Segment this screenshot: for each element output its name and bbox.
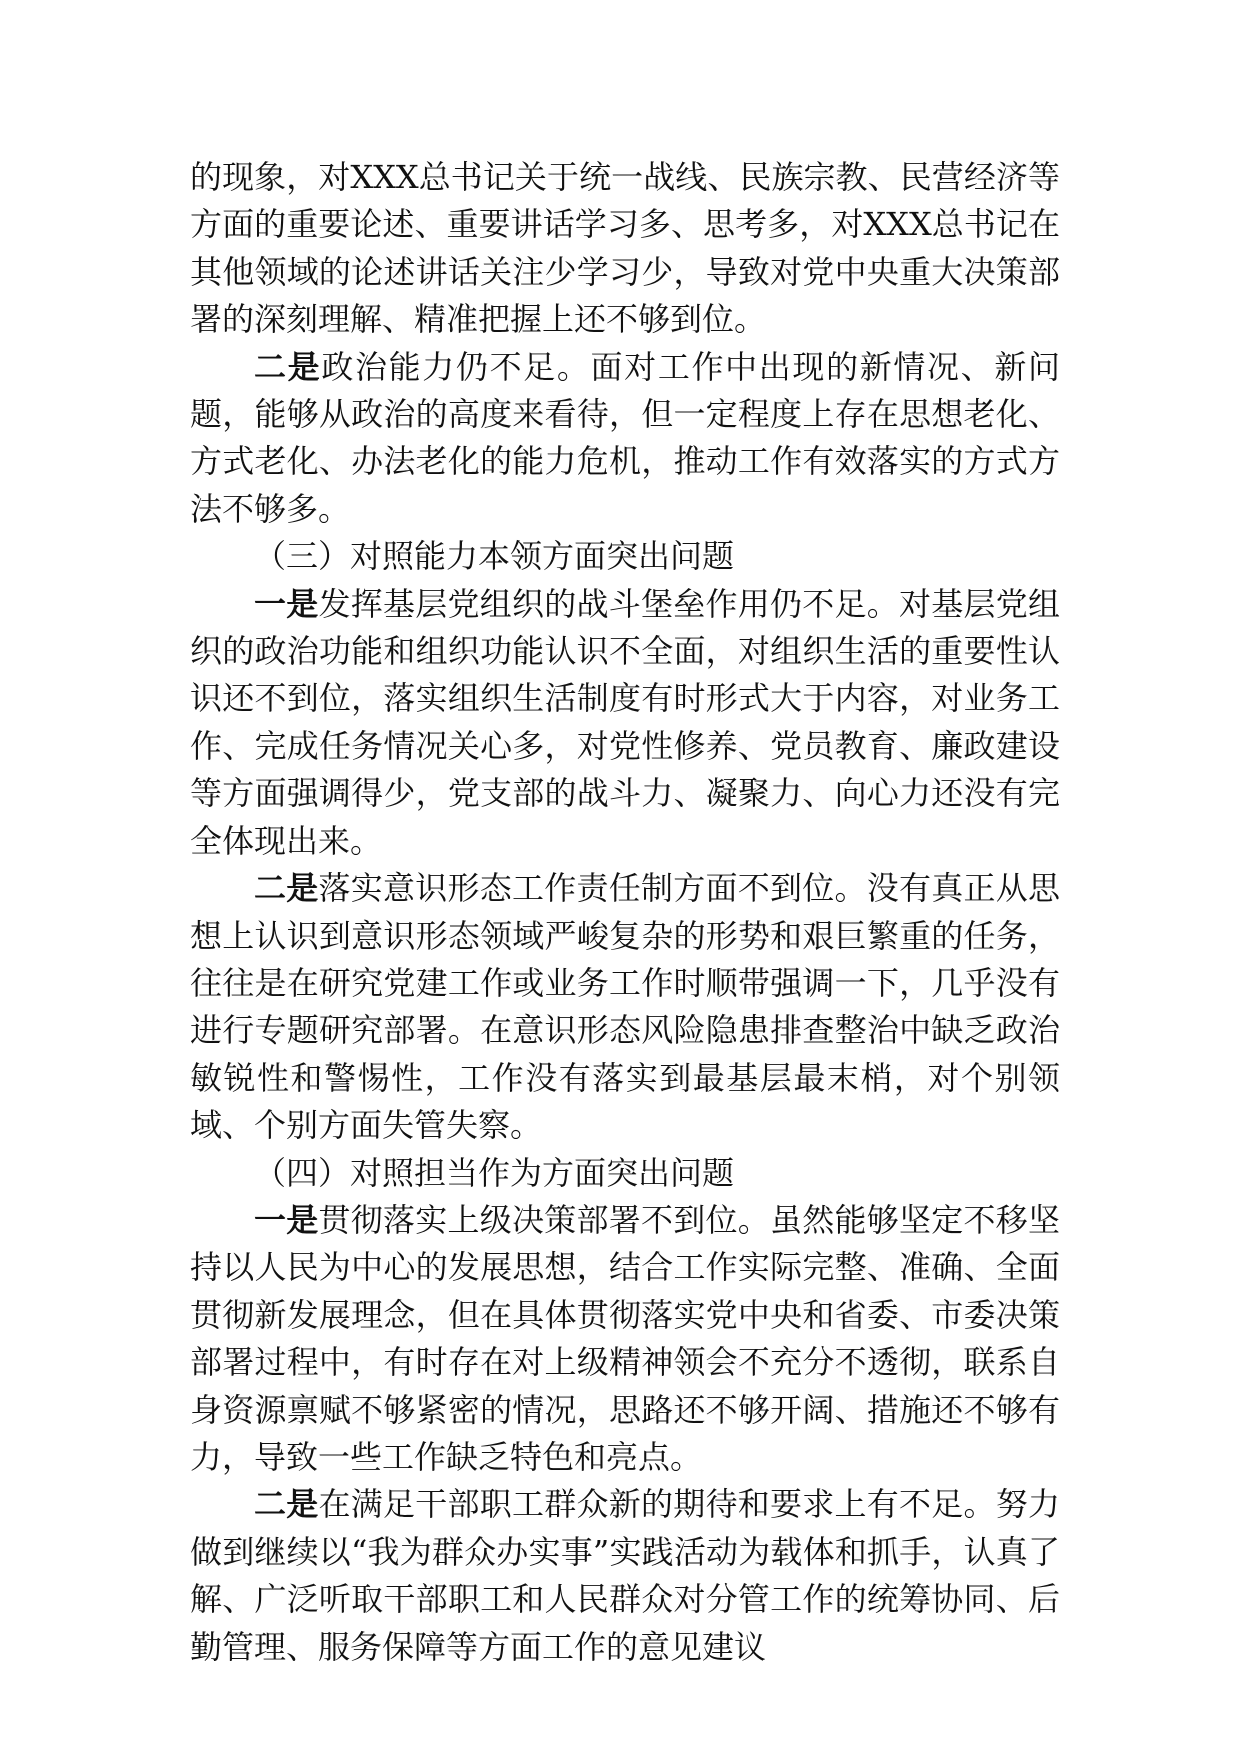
paragraph-grassroots-party xyxy=(190,581,1060,865)
paragraph-lead: 二是 xyxy=(254,869,319,908)
heading-text: （四）对照担当作为方面突出问题 xyxy=(254,1153,735,1192)
paragraph-political-ability xyxy=(190,344,1060,534)
paragraph-lead: 一是 xyxy=(254,1200,319,1239)
paragraph-text: 发挥基层党组织的战斗堡垒作用仍不足。对基层党组织的政治功能和组织功能认识不全面，对组织生活的重要性认识还不到位，落实组织生活制度有时形式大于内容，对业务工作、完成任务情况关心多，对党性修养、党员教育、廉政建设等方面强调得少，党支部的战斗力、凝聚力、向心力还没有完全体现出来。 xyxy=(190,584,1060,860)
paragraph-lead: 一是 xyxy=(254,584,319,623)
paragraph-text: 在满足干部职工群众新的期待和要求上有不足。努力做到继续以“我为群众办实事”实践活动为载体和抓手，认真了解、广泛听取干部职工和人民群众对分管工作的统筹协同、后勤管理、服务保障等方面工作的意见建议 xyxy=(190,1485,1060,1666)
paragraph-public-expectations xyxy=(190,1481,1060,1671)
paragraph-lead: 二是 xyxy=(254,347,322,386)
paragraph-text: 贯彻落实上级决策部署不到位。虽然能够坚定不移坚持以人民为中心的发展思想，结合工作实际完整、准确、全面贯彻新发展理念，但在具体贯彻落实党中央和省委、市委决策部署过程中，有时存在对上级精神领会不充分不透彻，联系自身资源禀赋不够紧密的情况，思路还不够开阔、措施还不够有力，导致一些工作缺乏特色和亮点。 xyxy=(190,1200,1060,1476)
section-heading-3 xyxy=(190,533,1060,580)
paragraph-lead: 二是 xyxy=(254,1485,319,1524)
paragraph-text: 落实意识形态工作责任制方面不到位。没有真正从思想上认识到意识形态领域严峻复杂的形势和艰巨繁重的任务，往往是在研究党建工作或业务工作时顺带强调一下，几乎没有进行专题研究部署。在意识形态风险隐患排查整治中缺乏政治敏锐性和警惕性，工作没有落实到最基层最末梢，对个别领域、个别方面失管失察。 xyxy=(190,869,1060,1145)
document-page xyxy=(190,154,1060,1671)
paragraph-implementation xyxy=(190,1197,1060,1481)
heading-text: （三）对照能力本领方面突出问题 xyxy=(254,537,735,576)
paragraph-text: 政治能力仍不足。面对工作中出现的新情况、新问题，能够从政治的高度来看待，但一定程度上存在思想老化、方式老化、办法老化的能力危机，推动工作有效落实的方式方法不够多。 xyxy=(190,347,1060,528)
paragraph-ideology-responsibility xyxy=(190,865,1060,1149)
paragraph-continuation xyxy=(190,154,1060,344)
section-heading-4 xyxy=(190,1150,1060,1197)
paragraph-text: 的现象，对XXX总书记关于统一战线、民族宗教、民营经济等方面的重要论述、重要讲话学习多、思考多，对XXX总书记在其他领域的论述讲话关注少学习少，导致对党中央重大决策部署的深刻理解、精准把握上还不够到位。 xyxy=(190,158,1060,339)
